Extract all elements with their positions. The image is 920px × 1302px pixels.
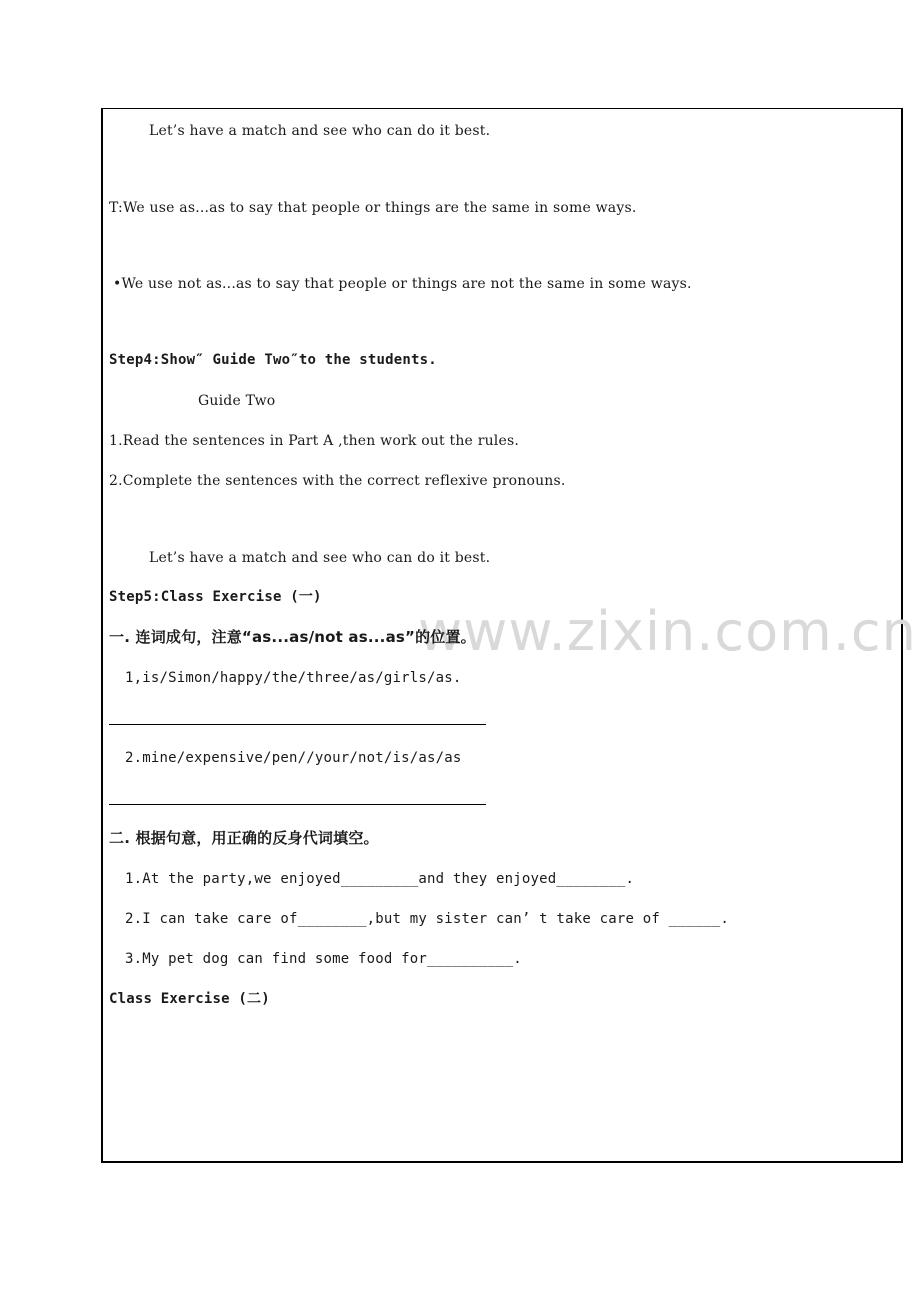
guide-two-item-1: 1.Read the sentences in Part A ,then work out the rules. [109,433,519,449]
section-two-heading: 二. 根据句意，用正确的反身代词填空。 [109,829,379,847]
as-as-rule: T:We use as...as to say that people or things are the same in some ways. [109,200,637,216]
exercise-two-item-1: 1.At the party,we enjoyed_________and they enjoyed________. [125,871,635,887]
section-one-heading: 一. 连词成句，注意“as...as/not as...as”的位置。 [109,628,476,646]
watermark: www.zixin.com.cn [418,600,917,663]
exercise-two-item-3: 3.My pet dog can find some food for__________. [125,951,522,967]
step4-heading: Step4:Show″ Guide Two″to the students. [109,352,437,368]
exercise-one-item-2: 2.mine/expensive/pen//your/not/is/as/as [125,750,462,766]
exercise-one-item-1: 1,is/Simon/happy/the/three/as/girls/as. [125,670,462,686]
class-exercise-two-heading: Class Exercise (二) [109,991,270,1007]
not-as-as-rule: •We use not as...as to say that people or things are not the same in some ways. [113,276,692,292]
guide-two-item-2: 2.Complete the sentences with the correct reflexive pronouns. [109,473,566,489]
answer-line-1 [109,724,486,725]
match-instruction-2: Let’s have a match and see who can do it best. [149,550,491,566]
exercise-two-item-2: 2.I can take care of________,but my sister can’ t take care of ______. [125,911,730,927]
step5-heading: Step5:Class Exercise (一) [109,589,322,605]
answer-line-2 [109,804,486,805]
guide-two-title: Guide Two [198,393,276,409]
match-instruction-1: Let’s have a match and see who can do it best. [149,123,491,139]
